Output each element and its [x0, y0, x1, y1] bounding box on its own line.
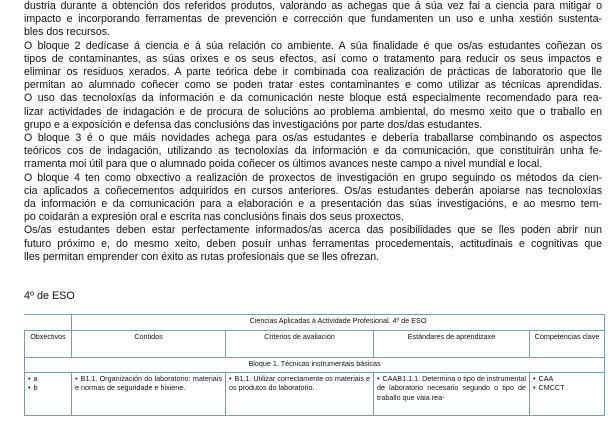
text-line: da información e da comunicación para a elaboración e a presentación das súas investigacións, e ao mesmo tem-: [24, 198, 602, 211]
body-text: [24, 0, 602, 264]
text-line: dustria durante a obtención dos referidos produtos, valorando as achegas que á súa vez fai a ciencia para mitigar o: [24, 0, 602, 12]
paragraph: [24, 224, 602, 264]
cell-standards: [374, 373, 530, 416]
text-line: eliminar os residuos xerados. A parte teórica debe ir combinada coa realización de prácticas de laboratorio que lle: [24, 66, 602, 79]
text-line: futuro próximo e, do mesmo xeito, deben posuír unhas ferramentas procedementais, actitudinais e cognitivas que: [24, 237, 602, 250]
text-line: lizar actividades de indagación e de procura de solucións ao problema ambiental, do mesmo xeito que o traballo en: [24, 105, 602, 118]
text-line: O bloque 2 dedícase á ciencia e á súa relación co ambiente. A súa finalidade é que os/as estudantes coñezan os: [24, 39, 602, 52]
paragraph: [24, 172, 602, 225]
paragraph: [24, 40, 602, 132]
text-line: Os/as estudantes deben estar perfectamente informados/as acerca das posibilidades que se lles poden abrir nun: [24, 224, 602, 237]
text-line: bles dos recursos.: [24, 26, 110, 39]
text-line: cia aplicados a coñecementos adquiridos en cursos anteriores. Os/as estudantes deberán apoiarse nas tecnoloxías: [24, 184, 602, 197]
cell-criteria: [226, 373, 374, 416]
competence-item: • CAA: [533, 374, 601, 383]
cell-objectives: [25, 373, 72, 416]
cell-competences: [530, 373, 605, 416]
header-content: Contidos: [72, 331, 226, 358]
text-line: po coidarán a expresión oral e escrita nas conclusións finais dos seus proxectos.: [24, 211, 404, 224]
objective-item: • b: [28, 383, 68, 392]
text-line: grupo e a exposición e defensa das conclusións das investigacións por parte dos/das estudantes.: [24, 118, 483, 131]
text-line: teóricos cos de indagación, utilizando as tecnoloxías da información e da comunicación, que constituirán unha fe-: [24, 145, 602, 158]
competence-item: • CMCCT: [533, 383, 601, 392]
text-line: lles permitan emprender con éxito as rutas profesionais que se lles ofrezan.: [24, 250, 380, 263]
objective-item: • a: [28, 374, 68, 383]
block-title: Bloque 1. Técnicas instrumentais básicas: [25, 358, 605, 373]
table-caption: Ciencias Aplicadas á Actividade Profesional. 4º de ESO: [72, 315, 605, 331]
header-standards: Estándares de aprendizaxe: [374, 331, 530, 358]
text-line: O bloque 4 ten como obxectivo a realización de proxectos de investigación en grupo seguindo os métodos da cien-: [24, 171, 602, 184]
section-heading: 4º de ESO: [24, 290, 75, 302]
text-line: permitan ao alumnado coñecer como se poden tratar estes contaminantes e como utilizar as técnicas aprendidas.: [24, 79, 602, 92]
criteria-item: • B1.1. Utilizar correctamente os materiais e os produtos do laboratorio.: [229, 374, 370, 393]
curriculum-table: [24, 314, 605, 416]
paragraph: [24, 0, 602, 40]
cell-content: [72, 373, 226, 416]
text-line: O bloque 3 é o que máis novidades achega para os/as estudantes e debería traballarse combinando os aspectos: [24, 132, 602, 145]
text-line: tipos de contaminantes, as súas orixes e os seus efectos, así como o tratamento para reducir os seus impactos e: [24, 52, 602, 65]
header-competences: Competencias clave: [530, 331, 605, 358]
text-line: impacto e incorporando ferramentas de prevención e corrección que fundamenten un uso e unha xestión sustenta-: [24, 13, 602, 26]
paragraph: [24, 132, 602, 172]
header-objectives: Obxectivos: [25, 331, 72, 358]
content-item: • B1.1. Organización do laboratorio: materiais e normas de seguridade e hixiene.: [75, 374, 222, 393]
text-line: O uso das tecnoloxías da información e da comunicación neste bloque está especialmente recomendado para rea-: [24, 92, 602, 105]
text-line: rramenta moi útil para que o alumnado poida coñecer os últimos avances neste campo a nivel mundial e local.: [24, 158, 543, 171]
header-criteria: Criterios de avaliación: [226, 331, 374, 358]
standard-item: • CAAB1.1.1. Determina o tipo de instrumental de laboratorio necesario segundo o tipo de traballo que vaia rea-: [377, 374, 526, 402]
table-caption-spacer: [25, 315, 72, 331]
